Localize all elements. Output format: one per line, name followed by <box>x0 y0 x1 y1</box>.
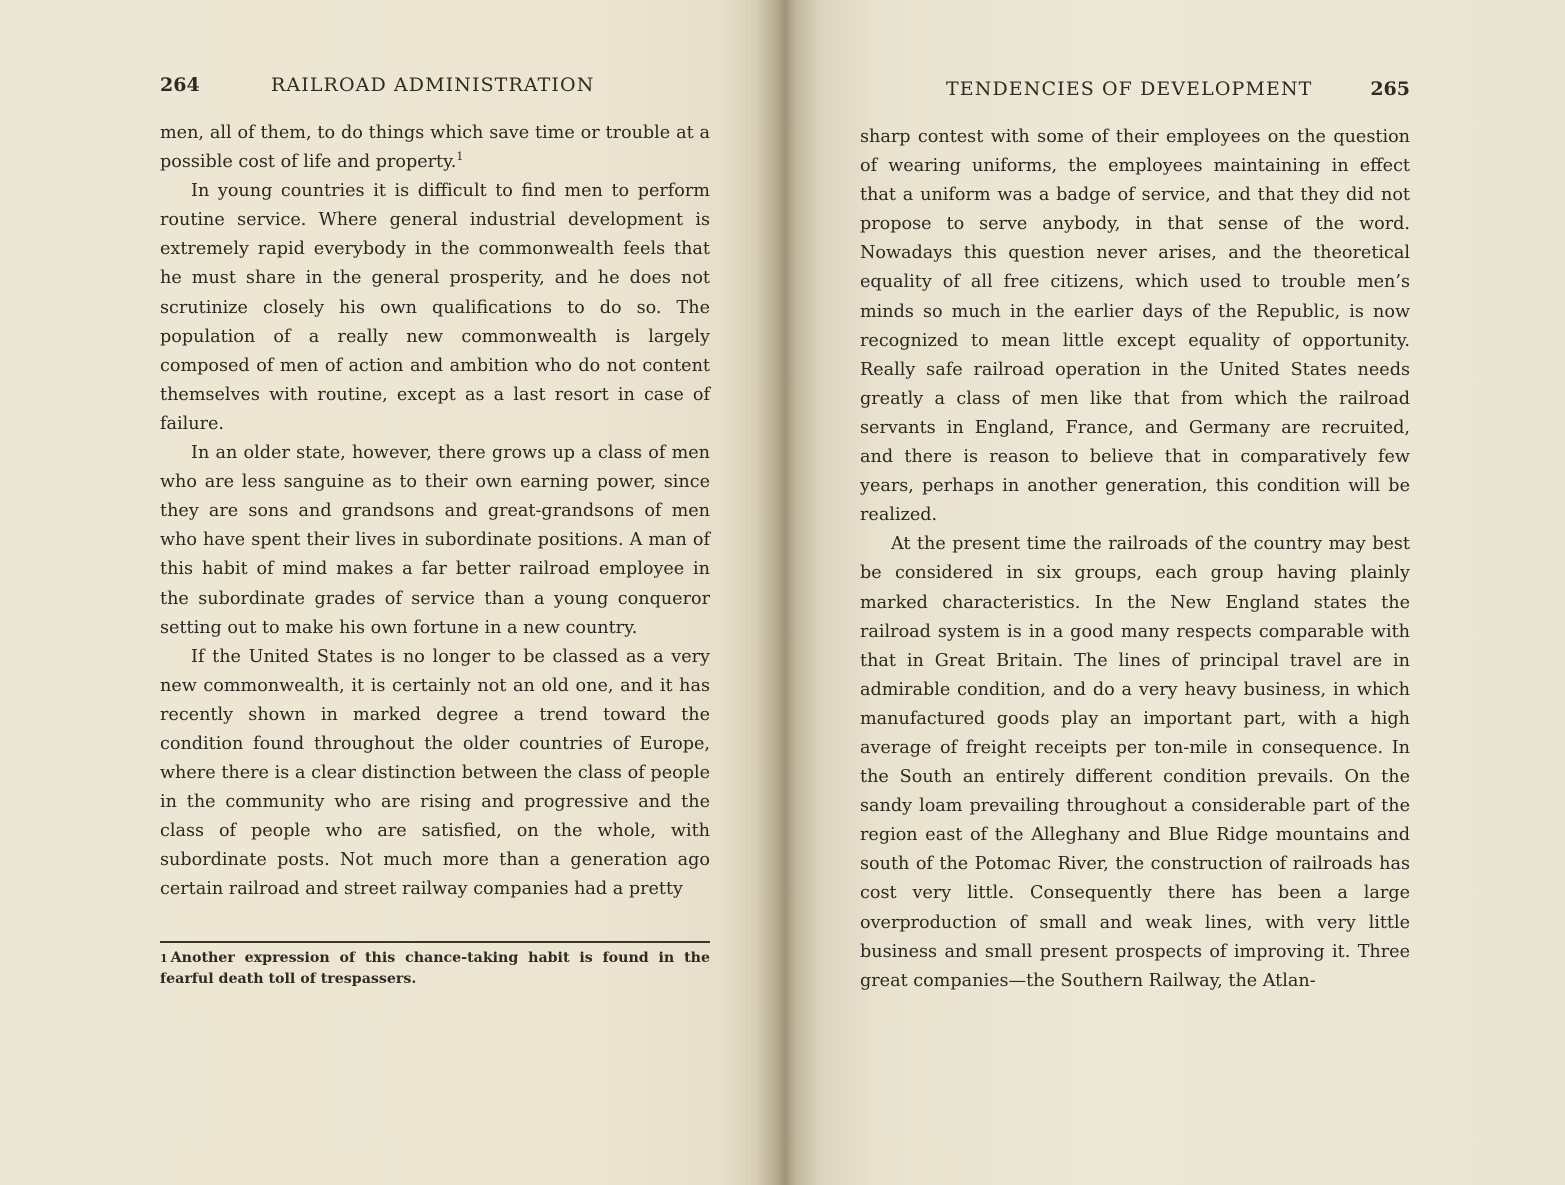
left-paragraph-1: men, all of them, to do things which save time or trouble at a possible cost of life and property.$^1$ <box>160 123 710 173</box>
footnote-mark: 1 <box>160 952 168 965</box>
footnote <box>160 948 710 990</box>
footnote-divider <box>160 941 710 943</box>
left-paragraph-3: In an older state, however, there grows up a class of men who are less sanguine as to their own earning power, since they are sons and grandsons and great-grandsons of men who have spent their lives in subordinate positions. A man of this habit of mind makes a far better railroad employee in the subordinate grades of service than a young conqueror setting out to make his own fortune in a new country. <box>160 443 710 638</box>
right-running-head <box>860 78 1410 104</box>
right-paragraph-1: sharp contest with some of their employees on the question of wearing uniforms, the employees maintaining in effect that a uniform was a badge of service, and that they did not propose to serve anybody, in that sense of the word. Nowadays this question never arises, and the theoretical equality of all free citizens, which used to trouble men’s minds so much in the earlier days of the Republic, is now recognized to mean little except equality of opportunity. Really safe railroad operation in the United States needs greatly a class of men like that from which the railroad servants in England, France, and Germany are recruited, and there is reason to believe that in comparatively few years, perhaps in another generation, this condition will be realized. <box>860 127 1410 526</box>
right-body-text <box>860 123 1410 996</box>
left-running-title: RAILROAD ADMINISTRATION <box>271 74 595 96</box>
footnote-reference: 1 <box>456 150 464 164</box>
right-page-number: 265 <box>1370 78 1410 100</box>
left-running-head <box>160 74 710 100</box>
right-paragraph-2: At the present time the railroads of the country may best be considered in six groups, each group having plainly marked characteristics. In the New England states the railroad system is in a good many respects comparable with that in Great Britain. The lines of principal travel are in admirable condition, and do a very heavy business, in which manufactured goods play an important part, with a high average of freight receipts per ton-mile in consequence. In the South an entirely different condition prevails. On the sandy loam prevailing throughout a considerable part of the region east of the Alleghany and Blue Ridge mountains and south of the Potomac River, the construction of railroads has cost very little. Consequently there has been a large overproduction of small and weak lines, with very little business and small present prospects of improving it. Three great companies—the Southern Railway, the Atlan- <box>860 534 1410 991</box>
left-paragraph-4: If the United States is no longer to be classed as a very new commonwealth, it is certainly not an old one, and it has recently shown in marked degree a trend toward the condition found throughout the older countries of Europe, where there is a clear distinction between the class of people in the community who are rising and progressive and the class of people who are satisfied, on the whole, with subordinate posts. Not much more than a generation ago certain railroad and street railway companies had a pretty <box>160 646 710 900</box>
right-running-title: TENDENCIES OF DEVELOPMENT <box>946 78 1313 100</box>
footnote-text: Another expression of this chance-taking habit is found in the fearful death toll of trespassers. <box>160 950 710 987</box>
left-page-number: 264 <box>160 74 200 96</box>
left-paragraph-2: In young countries it is difficult to find men to perform routine service. Where general industrial development is extremely rapid everybody in the commonwealth feels that he must share in the general prosperity, and he does not scrutinize closely his own qualifications to do so. The population of a really new commonwealth is largely composed of men of action and ambition who do not content themselves with routine, except as a last resort in case of failure. <box>160 181 710 434</box>
left-body-text <box>160 119 710 905</box>
